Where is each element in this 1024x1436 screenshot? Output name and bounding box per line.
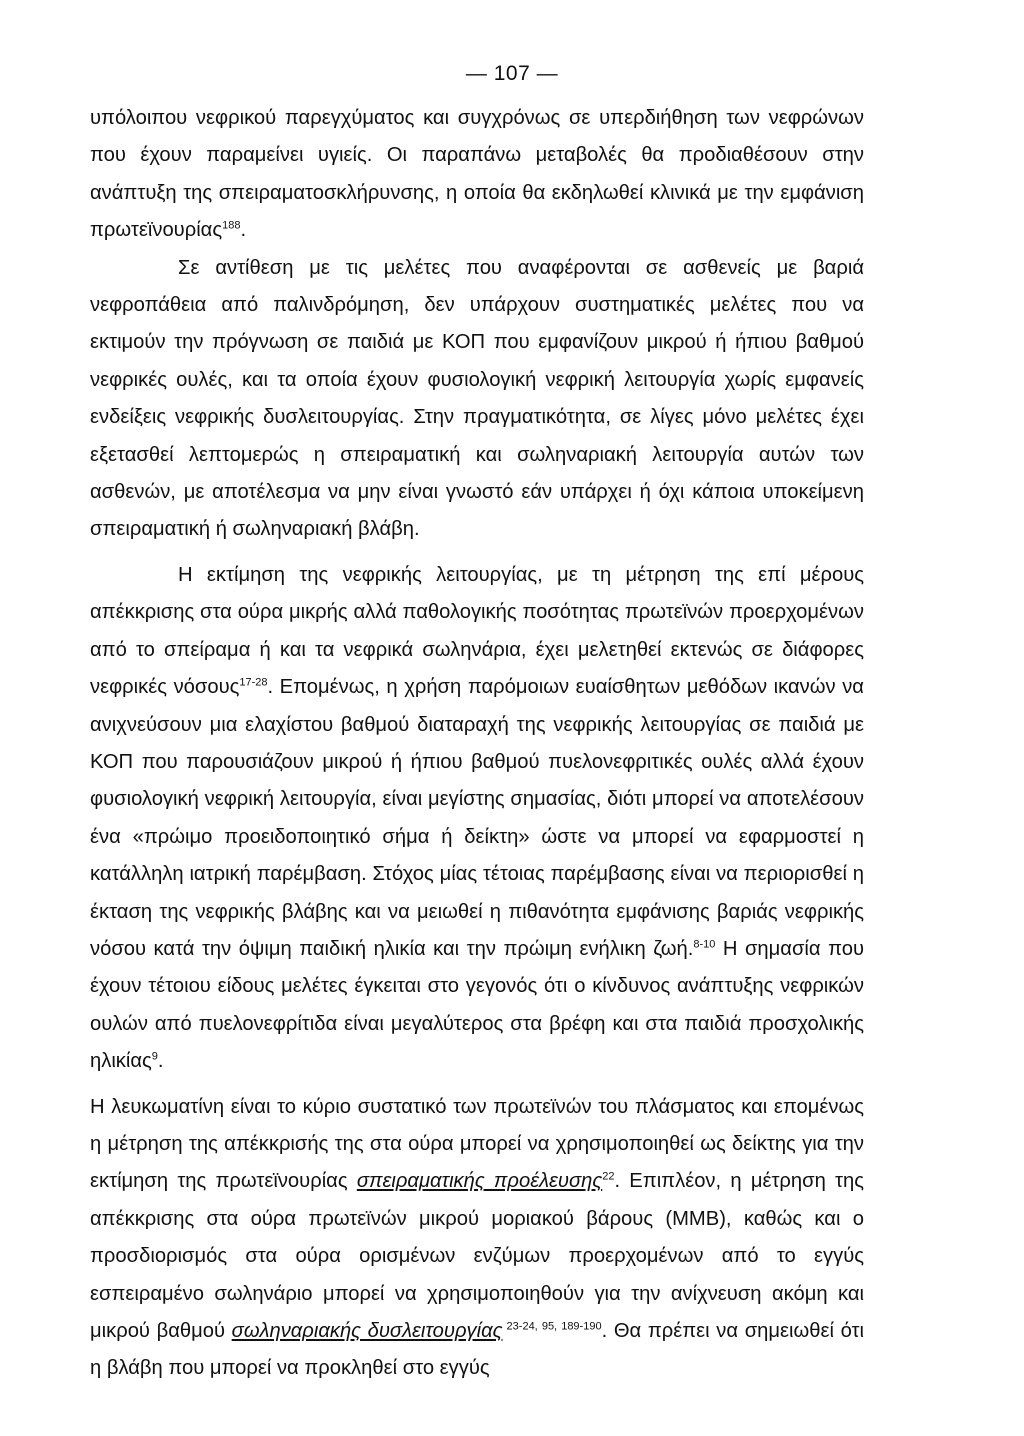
body-text [90, 100, 864, 1388]
paragraph-3 [90, 557, 864, 1081]
citation: 8-10 [693, 938, 716, 951]
text-run: Σε αντίθεση με τις μελέτες που αναφέρονται σε ασθενείς με βαριά νεφροπάθεια από παλινδρόμηση, δεν υπάρχουν συστηματικές μελέτες που να εκτιμούν την πρόγνωση σε παιδιά με ΚΟΠ που εμφανίζουν μικρού ή ήπιου βαθμού νεφρικές ουλές, και τα οποία έχουν φυσιολογική νεφρική λειτουργία χωρίς εμφανείς ενδείξεις νεφρικής δυσλειτουργίας. Στην πραγματικότητα, σε λίγες μόνο μελέτες έχει εξετασθεί λεπτομερώς η σπειραματική και σωληναριακή λειτουργία αυτών των ασθενών, με αποτέλεσμα να μην είναι γνωστό εάν υπάρχει ή όχι κάποια υποκείμενη σπειραματική ή σωληναριακή βλάβη. [90, 256, 864, 541]
paragraph-4 [90, 1089, 864, 1388]
paragraph-2 [90, 250, 864, 549]
paragraph-1 [90, 100, 864, 250]
citation: 23-24, 95, 189-190 [502, 1320, 602, 1333]
text-run: Η σημασία που έχουν τέτοιου είδους μελέτες έγκειται στο γεγονός ότι ο κίνδυνος ανάπτυξης νεφρικών ουλών από πυελονεφρίτιδα είναι μεγαλύτερος στα βρέφη και στα παιδιά προσχολικής ηλικίας [90, 937, 864, 1073]
citation: 22 [602, 1170, 615, 1183]
text-run: Η εκτίμηση της νεφρικής λειτουργίας, με τη μέτρηση της επί μέρους απέκκρισης στα ούρα μικρής αλλά παθολογικής ποσότητας πρωτεϊνών προερχομένων από το σπείραμα ή και τα νεφρικά σωληνάρια, έχει μελετηθεί εκτενώς σε διάφορες νεφρικές νόσους [90, 563, 864, 699]
page-number: — 107 — [465, 62, 559, 85]
text-run: . [157, 1050, 164, 1073]
citation: 9 [151, 1050, 158, 1063]
underlined-term: σπειραματικής προέλευσης [356, 1170, 603, 1193]
citation: 188 [222, 219, 241, 232]
text-run: . [240, 219, 247, 242]
text-run: . Επομένως, η χρήση παρόμοιων ευαίσθητων μεθόδων ικανών να ανιχνεύσουν μια ελαχίστου βαθμού διαταραχή της νεφρικής λειτουργίας σε παιδιά με ΚΟΠ που παρουσιάζουν μικρού ή ήπιου βαθμού πυελονεφριτικές ουλές αλλά έχουν φυσιολογική νεφρική λειτουργία, είναι μεγίστης σημασίας, διότι μπορεί να αποτελέσουν ένα «πρώιμο προειδοποιητικό σήμα ή δείκτη» ώστε να μπορεί να εφαρμοστεί η κατάλληλη ιατρική παρέμβαση. Στόχος μίας τέτοιας παρέμβασης είναι να περιορισθεί η έκταση της νεφρικής βλάβης και να μειωθεί η πιθανότητα εμφάνισης βαριάς νεφρικής νόσου κατά την όψιμη παιδική ηλικία και την πρώιμη ενήλικη ζωή. [90, 676, 864, 960]
text-run: . Επιπλέον, η μέτρηση της απέκκρισης στα ούρα πρωτεϊνών μικρού μοριακού βάρους (ΜΜΒ), καθώς και ο προσδιορισμός στα ούρα ορισμένων ενζύμων προερχομένων από το εγγύς εσπειραμένο σωληνάριο μπορεί να χρησιμοποιηθούν για την ανίχνευση ακόμη και μικρού βαθμού [90, 1170, 864, 1342]
text-run: υπόλοιπου νεφρικού παρεγχύματος και συγχρόνως σε υπερδιήθηση των νεφρώνων που έχουν παραμείνει υγιείς. Οι παραπάνω μεταβολές θα προδιαθέσουν στην ανάπτυξη της σπειραματοσκλήρυνσης, η οποία θα εκδηλωθεί κλινικά με την εμφάνιση πρωτεϊνουρίας [90, 107, 864, 242]
citation: 17-28 [239, 676, 268, 689]
underlined-term: σωληναριακής δυσλειτουργίας [231, 1320, 503, 1342]
text-run: . Θα πρέπει να σημειωθεί ότι η βλάβη που μπορεί να προκληθεί στο εγγύς [90, 1320, 865, 1380]
text-run: Η λευκωματίνη είναι το κύριο συστατικό των πρωτεϊνών του πλάσματος και επομένως η μέτρηση της απέκκρισής της στα ούρα μπορεί να χρησιμοποιηθεί ως δείκτης για την εκτίμηση της πρωτεϊνουρίας [90, 1095, 864, 1193]
